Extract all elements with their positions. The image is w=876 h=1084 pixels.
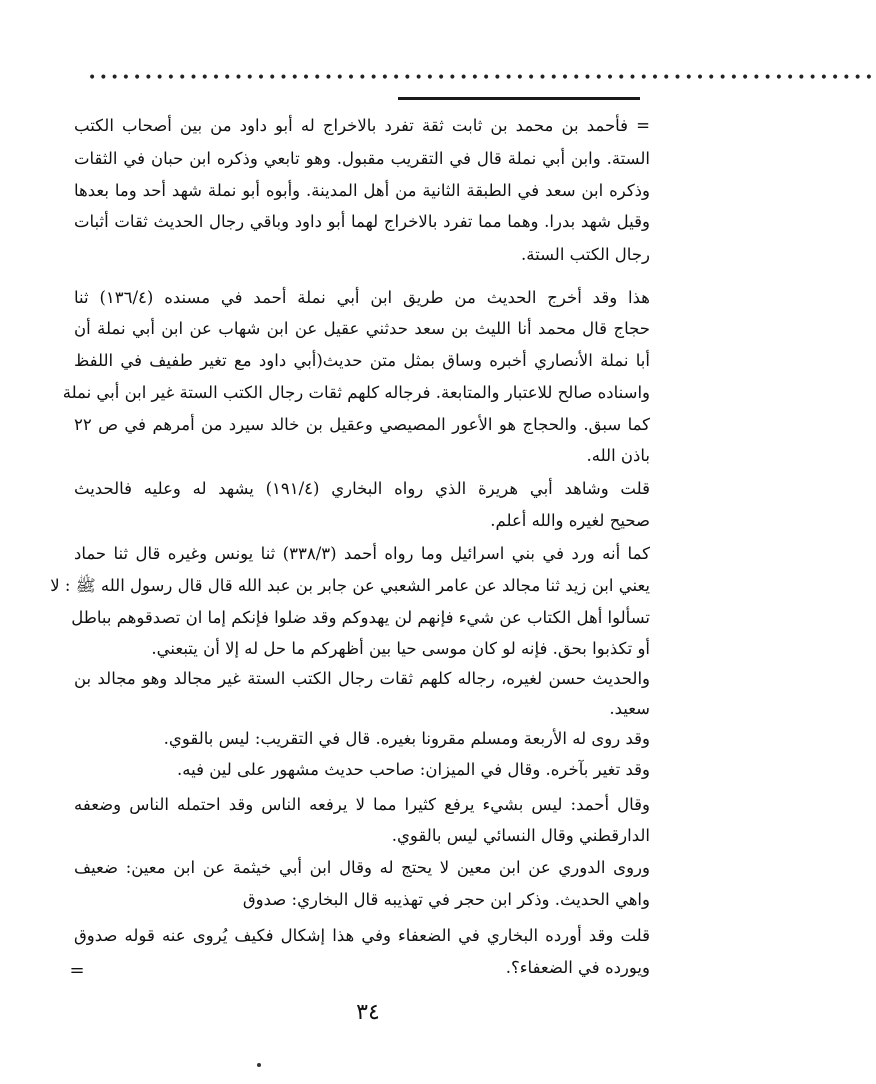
dotted-separator: •••••••••••••••••••••••••••••••••••••••••••••••••••••••••••••••••••••• (88, 70, 876, 86)
footnote-rule (398, 97, 640, 100)
text-line-14: كما أنه ورد في بني اسرائيل وما رواه أحمد (٣٣٨/٣) ثنا يونس وغيره قال ثنا حماد (74, 544, 650, 563)
text-line-12: قلت وشاهد أبي هريرة الذي رواه البخاري (١٩١/٤) يشهد له وعليه فالحديث (74, 479, 650, 498)
text-line-24: وروى الدوري عن ابن معين لا يحتج له وقال ابن أبي خيثمة عن ابن معين: ضعيف (74, 858, 650, 877)
text-line-9: واسناده صالح للاعتبار والمتابعة. فرجاله كلهم ثقات رجال الكتب الستة غير ابن أبي نملة (62, 383, 650, 402)
text-line-26: قلت وقد أورده البخاري في الضعفاء وفي هذا إشكال فكيف يُروى عنه قوله صدوق (74, 926, 650, 945)
continuation-mark: = (69, 960, 85, 981)
text-line-6: هذا وقد أخرج الحديث من طريق ابن أبي نملة أحمد في مسنده (١٣٦/٤) ثنا (74, 288, 651, 307)
text-line-23: الدارقطني وقال النسائي ليس بالقوي. (391, 826, 650, 845)
text-line-7: حجاج قال محمد أنا الليث بن سعد حدثني عقيل عن ابن شهاب عن ابن أبي نملة أن (74, 319, 650, 338)
text-line-22: وقال أحمد: ليس بشيء يرفع كثيرا مما لا يرفعه الناس وقد احتمله الناس وضعفه (74, 795, 650, 814)
text-line-21: وقد تغير بآخره. وقال في الميزان: صاحب حديث مشهور على لين فيه. (177, 760, 650, 779)
text-line-13: صحيح لغيره والله أعلم. (490, 511, 650, 530)
text-line-16: تسألوا أهل الكتاب عن شيء فإنهم لن يهدوكم وقد ضلوا فإنكم إما ان تصدقوهم بباطل (71, 608, 650, 627)
text-line-10: كما سبق. والحجاج هو الأعور المصيصي وعقيل بن خالد سيرد من أمرهم في ص ٢٢ (74, 415, 650, 434)
text-line-1: = فأحمد بن محمد بن ثابت ثقة تفرد بالاخراج له أبو داود من بين أصحاب الكتب (74, 116, 650, 135)
text-line-27: ويورده في الضعفاء؟. (505, 958, 650, 977)
text-line-11: باذن الله. (586, 446, 650, 465)
text-line-20: وقد روى له الأربعة ومسلم مقرونا بغيره. قال في التقريب: ليس بالقوي. (163, 729, 650, 748)
stray-dot (257, 1063, 261, 1067)
text-line-17: أو تكذبوا بحق. فإنه لو كان موسى حيا بين أظهركم ما حل له إلا أن يتبعني. (151, 639, 650, 658)
text-line-3: وذكره ابن سعد في الطبقة الثانية من أهل المدينة. وأبوه أبو نملة شهد أحد وما بعدها (74, 181, 650, 200)
page-number: ٣٤ (356, 1000, 380, 1025)
text-line-25: واهي الحديث. وذكر ابن حجر في تهذيبه قال البخاري: صدوق (242, 890, 650, 909)
text-line-8: أبا نملة الأنصاري أخبره وساق بمثل متن حديث(أبي داود مع تغير طفيف في اللفظ (74, 351, 650, 370)
text-line-18: والحديث حسن لغيره، رجاله كلهم ثقات رجال الكتب الستة غير مجالد وهو مجالد بن (74, 669, 650, 688)
text-line-19: سعيد. (609, 699, 650, 718)
text-line-15: يعني ابن زيد ثنا مجالد عن عامر الشعبي عن جابر بن عبد الله قال قال رسول الله ﷺ : لا (50, 576, 650, 595)
text-line-4: وقيل شهد بدرا. وهما مما تفرد بالاخراج لهما أبو داود وباقي رجال الحديث ثقات أثبات (74, 212, 650, 231)
text-line-5: رجال الكتب الستة. (521, 245, 650, 264)
text-line-2: الستة. وابن أبي نملة قال في التقريب مقبول. وهو تابعي وذكره ابن حبان في الثقات (74, 149, 650, 168)
